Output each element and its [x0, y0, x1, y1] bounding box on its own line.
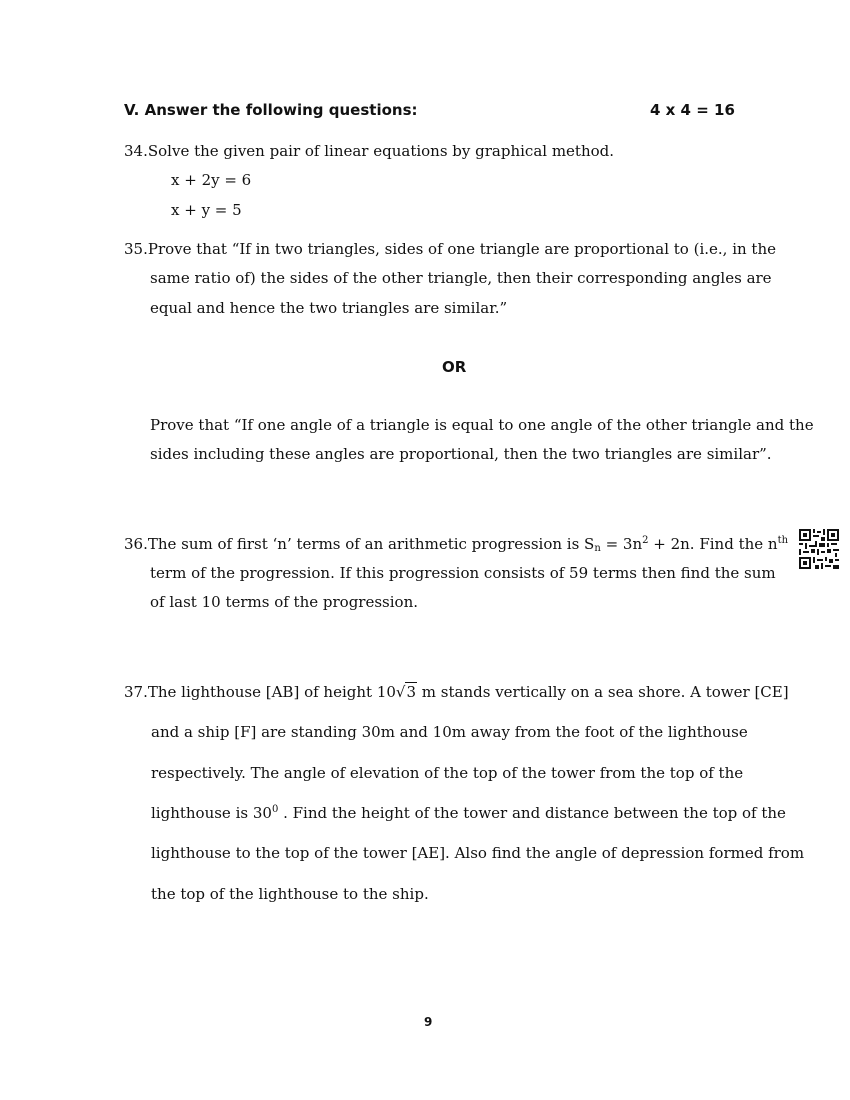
question-text: + 2n. Find the n [648, 535, 778, 553]
question-text: . Find the height of the tower and distance between the top of the [278, 804, 786, 822]
alternative-question-line: Prove that “If one angle of a triangle is equal to one angle of the other triangle and the [150, 416, 814, 434]
subscript: n [594, 543, 601, 554]
question-text: The sum of first ‘n’ terms of an arithmetic progression is S [147, 535, 595, 553]
equation-1: x + 2y = 6 [171, 171, 252, 189]
question-number: 35. [124, 240, 148, 258]
question-number: 34. [124, 142, 148, 160]
question-36 [124, 535, 788, 553]
or-separator: OR [442, 358, 467, 376]
question-text-line: respectively. The angle of elevation of the top of the tower from the top of the [151, 764, 744, 782]
question-text-line: and a ship [F] are standing 30m and 10m away from the foot of the lighthouse [151, 723, 748, 741]
question-text: = 3n [600, 535, 643, 553]
question-text-line: equal and hence the two triangles are similar.” [150, 299, 508, 317]
question-37 [124, 683, 789, 701]
qr-code-icon [799, 529, 839, 569]
question-text: The lighthouse [AB] of height 10 [147, 683, 396, 701]
superscript: th [777, 535, 789, 546]
superscript: 0 [271, 804, 279, 815]
question-text-line: term of the progression. If this progression consists of 59 terms then find the sum [150, 564, 776, 582]
question-34 [124, 142, 614, 160]
question-text-line: of last 10 terms of the progression. [150, 593, 418, 611]
question-number: 37. [124, 683, 148, 701]
question-number: 36. [124, 535, 148, 553]
question-text: lighthouse is 30 [151, 804, 272, 822]
question-text-line: the top of the lighthouse to the ship. [151, 885, 429, 903]
question-text: Solve the given pair of linear equations by graphical method. [147, 142, 615, 160]
section-title: V. Answer the following questions: [124, 101, 418, 119]
question-text: m stands vertically on a sea shore. A tower [CE] [417, 683, 789, 701]
question-35 [124, 240, 776, 258]
equation-2: x + y = 5 [171, 201, 242, 219]
section-marks: 4 x 4 = 16 [650, 101, 735, 119]
superscript: 2 [642, 535, 649, 546]
alternative-question-line: sides including these angles are proportional, then the two triangles are similar”. [150, 445, 772, 463]
square-root: √3 [395, 683, 417, 701]
question-text-line: lighthouse to the top of the tower [AE]. Also find the angle of depression formed from [151, 844, 805, 862]
question-text-line: same ratio of) the sides of the other triangle, then their corresponding angles are [150, 269, 772, 287]
page-number: 9 [424, 1015, 433, 1029]
question-text-line [151, 804, 786, 822]
question-text-line: Prove that “If in two triangles, sides of one triangle are proportional to (i.e., in the [147, 240, 776, 258]
